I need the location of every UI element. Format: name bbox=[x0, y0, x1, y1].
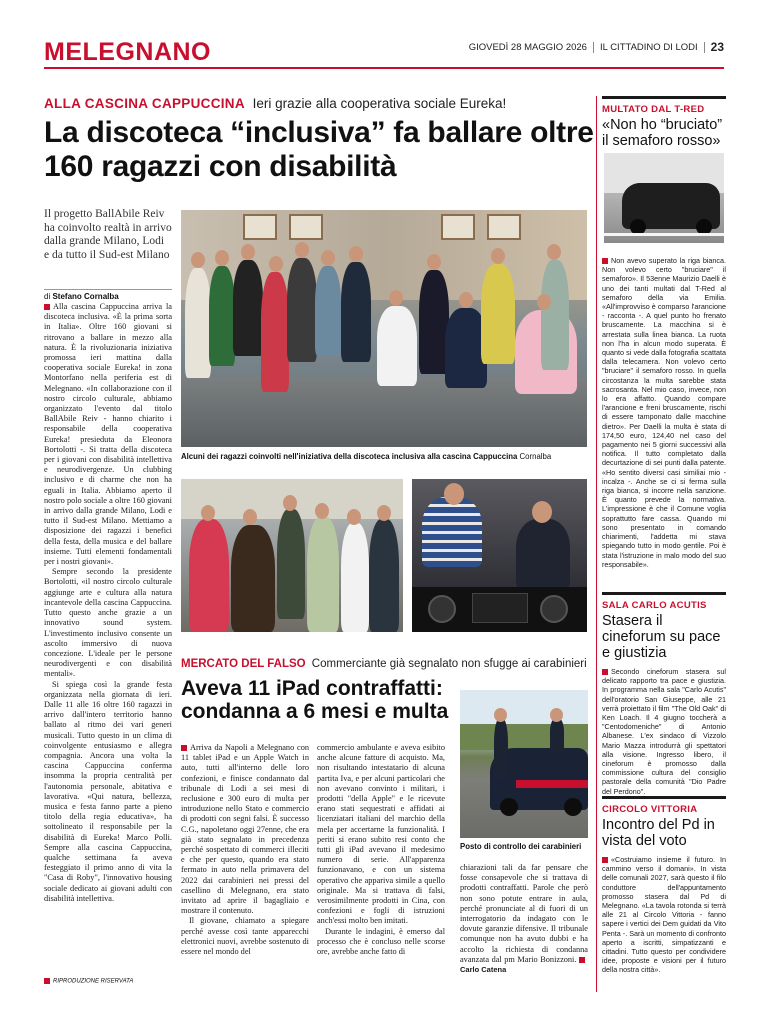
main-byline bbox=[44, 289, 172, 301]
header-meta bbox=[469, 40, 724, 54]
main-headline: La discoteca “inclusiva” fa ballare oltre 160 ragazzi con disabilità bbox=[44, 116, 594, 183]
divider bbox=[593, 42, 594, 53]
sub-column-2: commercio ambulante e aveva esibito anche alcune fatture di acquisto. Ma, non risultando intestatario di alcuna partita Iva, e per alcuni particolari che non avevano convinto i militari, i prodotti "della Apple" e le ricevute erano stati sequestrati e affidati ai licenziatari italiani del marchio della mela per accertarne la funzionalità. I periti si erano subito resi conto che tutti gli iPad avevano il medesimo numero di serie. All'apparenza funzionavano, e con un sistema operativo che appariva simile a quello originale. Ma si trattava di falsi, verosimilmente prodotti in Cina, con confezioni e fogli di istruzioni anch'essi molto ben imitati. Durante le indagini, è emerso dal processo che è concluso nelle scorse ore, avrebbe anche fatto di bbox=[317, 743, 445, 957]
masthead bbox=[44, 38, 724, 70]
sidebar-rule bbox=[596, 96, 597, 992]
sidebar-block-cineforum bbox=[602, 592, 726, 796]
main-kicker-label: ALLA CASCINA CAPPUCCINA bbox=[44, 96, 245, 111]
sub-column-3: chiarazioni tali da far pensare che fosse consapevole che si trattava di prodotti contraffatti. Parole che però non sono potute entrare in aula, perché pronunciate al di fuori di un interrogatorio da indagato con le dovute garanzie difensive. Il tribunale comunque non ha avuto dubbi e ha accolto la richiesta di condanna avanzata dal pm Mario Bonizzoni. Carlo Catena bbox=[460, 863, 588, 975]
main-kicker-sub: Ieri grazie alla cooperativa sociale Eureka! bbox=[252, 96, 507, 111]
sidebar-body: «Costruiamo insieme il futuro. In cammino verso il domani». In vista delle comunali 2027, sarà questo il filo conduttore dell'appuntamento promosso stasera dal Pd di Melegnano. «La tavola rotonda si terrà alle 21 al Circolo Vittoria - fanno sapere i vertici dei Dem guidati da Vito Penta -. Sarà un momento di confronto aperto a iscritti, simpatizzanti e cittadini. Tutto questo per condividere idee, proposte e visioni per il futuro della nostra città». bbox=[602, 855, 726, 975]
sidebar-kicker: MULTATO DAL T-RED bbox=[602, 96, 726, 115]
photo-credit: Cornalba bbox=[519, 452, 552, 461]
sub-kicker bbox=[181, 658, 587, 670]
main-paragraph: Alla cascina Cappuccina arriva la discoteca inclusiva. «È la prima sorta in Italia». Oltre 160 giovani si ritrovano a ballare in mezzo alla natura. È la rivoluzionaria iniziativa promossa ieri mattina dalla cooperativa sociale Eureka! in zona Montorfano nella periferia est di Melegnano. «In collaborazione con il nostro circolo culturale, abbiamo organizzato l'evento dal titolo BallAbile Reiv - hanno chiarito i responsabile della cooperativa Eureka! presieduta da Eleonora Bortolotti -. Si tratta della discoteca per i giovani con disabilità intellettiva e neurodivergenze. Un clubbing inclusivo e di charme che non ha eguali in Italia. Abbiamo aperto il nostro polo sociale a oltre 160 giovani in arrivo dalla grande Milano, Lodi e tutto il Sud-est Milano. Mettiamo a disposizione dei ragazzi i benefici della festa, della musica e del ballare insieme. Tutti elementi fondamentali per i nostri giovani». bbox=[44, 302, 172, 567]
carabinieri-photo-caption: Posto di controllo dei carabinieri bbox=[460, 842, 582, 851]
header-rule bbox=[44, 67, 724, 69]
divider bbox=[704, 42, 705, 53]
sidebar-kicker: CIRCOLO VITTORIA bbox=[602, 796, 726, 815]
publication-name: IL CITTADINO DI LODI bbox=[599, 41, 698, 53]
sidebar-headline: Incontro del Pd in vista del voto bbox=[602, 817, 715, 849]
sidebar-block-pd bbox=[602, 796, 726, 975]
page-number: 23 bbox=[710, 40, 724, 54]
byline-prefix: di bbox=[44, 292, 51, 301]
bullet-square-icon bbox=[602, 857, 608, 863]
bullet-square-icon bbox=[602, 258, 608, 264]
sub-column-1: Arriva da Napoli a Melegnano con 11 tablet iPad e un Apple Watch in auto, tutti all'interno delle loro confezioni, e finisce condannato dal tribunale di Lodi a sei mesi di reclusione e 300 euro di multa per introduzione nello Stato e commercio di prodotti con segni falsi. È successo C.G., napoletano oggi 27enne, che era già stato segnalato in precedenza perché sospettato di commerci illeciti e che per questo, quando era stato fermato in auto nella primavera del 2022 dai carabinieri nei pressi del casellino di Melegnano, era stato invitato ad aprire il bagagliaio e mostrare il contenuto. Il giovane, chiamato a spiegare perché avesse così tante apparecchi elettronici nuovi, avrebbe sostenuto di essere nel mondo del bbox=[181, 743, 309, 957]
bullet-square-icon bbox=[181, 745, 187, 751]
copyright-icon bbox=[44, 978, 50, 984]
sub-author: Carlo Catena bbox=[460, 965, 507, 975]
group-photo-caption: Alcuni dei ragazzi coinvolti nell'iniziativa della discoteca inclusiva alla cascina Cappuccina Cornalba bbox=[181, 452, 552, 461]
main-body bbox=[44, 302, 172, 992]
issue-date: GIOVEDÌ 28 MAGGIO 2026 bbox=[468, 41, 587, 53]
main-summary: Il progetto BallAbile Reiv ha coinvolto realtà in arrivo dalla grande Milano, Lodi e da tutto il Sud-est Milano bbox=[44, 208, 172, 261]
carabinieri-photo bbox=[460, 690, 588, 838]
sub-kicker-sub: Commerciante già segnalato non sfugge ai carabinieri bbox=[311, 658, 587, 670]
group-photo bbox=[181, 210, 587, 447]
sidebar-headline: «Non ho “bruciato” il semaforo rosso» bbox=[602, 117, 723, 149]
main-paragraph: Sempre secondo la presidente Bortolotti, «il nostro circolo culturale aggiunge arte e cultura alla natura incantevole della cascina Cappuccina. Tutto questo anche grazie a un innovativo sound system. L'investimento inclusivo consente un ascolto immersivo di nuova concezione. L'ideale per le persone neurodivergenti e con disabilità mentali». bbox=[44, 567, 172, 679]
bullet-square-icon bbox=[579, 957, 585, 963]
party-photo bbox=[181, 479, 403, 632]
section-title: MELEGNANO bbox=[44, 38, 211, 66]
main-kicker bbox=[44, 96, 506, 111]
byline-author: Stefano Cornalba bbox=[52, 292, 119, 301]
main-paragraph: Si spiega così la grande festa organizzata nella giornata di ieri. Dalle 11 alle 16 oltre 160 ragazzi in arrivo dall'intero territorio hanno ballato al ritmo dei vari generi musicali. Tutto questo in un clima di coinvolgente entusiasmo e allegra compagnia. Ancora una volta la cascina Cappuccina conferma insomma la propria centralità per l'autonomia personale, abitativa e lavorativa. «Qui natura, bellezza, musica e festa fanno parte a pieno titolo della regia educativa», ha sottolineato il responsabile per la disabilità di Eureka! Marco Polli. Sempre alla cascina Cappuccina, qualche settimana fa aveva festeggiato il primo anno di vita la "Casa di Roby", l'innovativo housing sociale dedicato ai giovani adulti con disabilità intellettiva. bbox=[44, 679, 172, 903]
bullet-square-icon bbox=[602, 669, 608, 675]
sidebar-body: Non avevo superato la riga bianca. Non volevo certo "bruciare" il semaforo». Il 53enne Maurizio Daelli è uno dei tanti multati dal T-Red al semaforo della via Emilia. «All'improvviso è comparso l'arancione - racconta -. A quel punto ho frenato bruscamente. La macchina si è arrestata sulla linea bianca. La ruota non l'ha in alcun modo superata. È quanto si vede dalla fotografia scattata dalla telecamera. Non volevo certo "bruciare" il semaforo rosso. In quella circostanza la multa sarebbe stata sacrosanta. Nel mio caso, invece, non lo era affatto. Quando compare l'arancione e freni bruscamente, rischi di essere tamponato dalle macchine dietro». Per Daelli la multa è stata di 174,50 euro, 124,40 nel caso del pagamento nei 5 giorni successivi alla notifica. Il tutto completato dalla decurtazione di sei punti dalla patente. «Ho sentito diversi casi similiai mio - incalza -. Anche se ci si ferma sulla riga bianca, si incorre nella sanzione. È quanto prevede la normativa. L'impressione è che il Comune voglia soprattutto fare cassa. Quando mi sono presentato in comando chiarimenti, l'addetta mi stava spiegando tutto in modo gentile. Poi è stata l'istruzione in malo modo del suo responsabile». bbox=[602, 256, 726, 569]
bullet-square-icon bbox=[44, 304, 50, 310]
car-photo bbox=[604, 153, 724, 243]
sidebar-block-tred bbox=[602, 96, 726, 149]
dj-photo bbox=[412, 479, 587, 632]
sidebar-body: Secondo cineforum stasera sul delicato rapporto tra pace e giustizia. In programma nella sala "Carlo Acutis" dell'oratorio San Giuseppe, alle 21 verrà proiettato il film "The Old Oak" di Ken Loach. Il 4 giugno toccherà a "Centodomeniche" di Antonio Albanese. L'ex sindaco di Vizzolo Mario Mazza introdurrà gli spettatori alla visione. Ingresso libero, il cineforum è promosso dalla commissione cultura del consiglio pastorale della comunità "Dio Padre del Perdono". bbox=[602, 667, 726, 796]
sub-kicker-label: MERCATO DEL FALSO bbox=[181, 658, 306, 670]
sub-headline: Aveva 11 iPad contraffatti: condanna a 6 mesi e multa bbox=[181, 677, 449, 723]
sidebar-headline: Stasera il cineforum su pace e giustizia bbox=[602, 613, 721, 661]
sidebar-kicker: SALA CARLO ACUTIS bbox=[602, 592, 726, 611]
rights-notice: RIPRODUZIONE RISERVATA bbox=[44, 978, 133, 985]
